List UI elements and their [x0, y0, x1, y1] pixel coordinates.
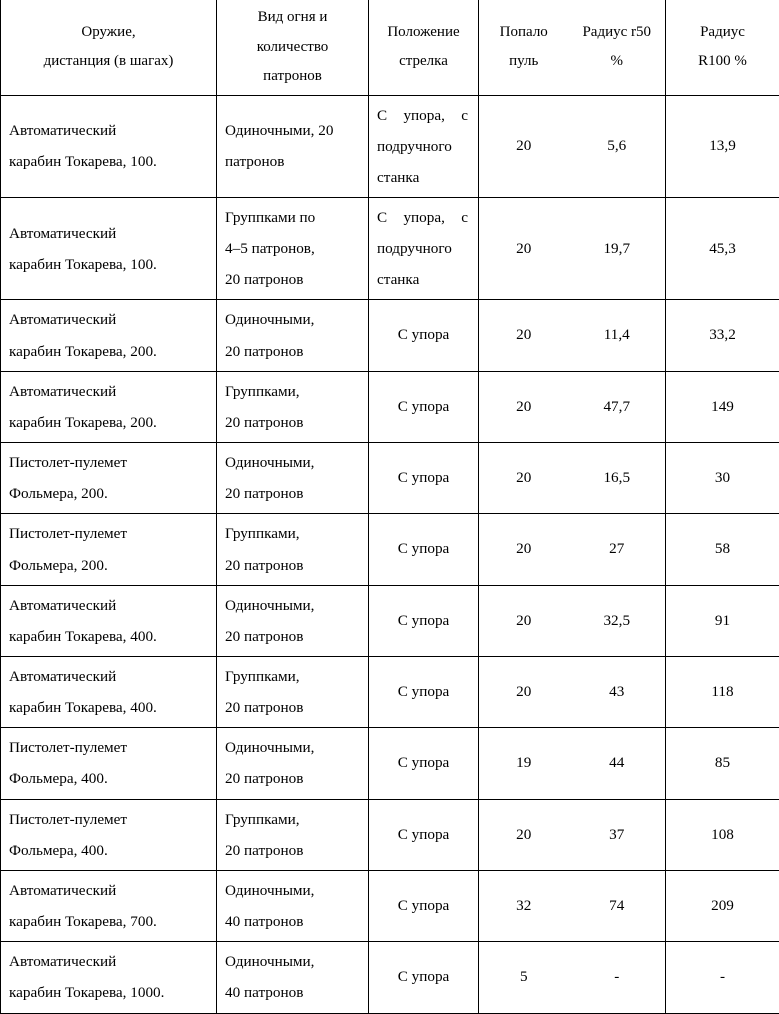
cell-weapon-distance [1, 870, 217, 941]
cell-fire-type [217, 728, 369, 799]
cell-r50 [569, 657, 666, 728]
cell-shooter-position [369, 300, 479, 371]
cell-fire-type [217, 197, 369, 299]
cell-fire-type-line: 20 патронов [225, 407, 362, 438]
cell-r50-value: 43 [569, 676, 666, 708]
cell-fire-type-line: 20 патронов [225, 264, 362, 295]
cell-fire-type [217, 443, 369, 514]
cell-weapon-distance [1, 197, 217, 299]
table-row [1, 371, 779, 442]
cell-weapon-distance-line: Автоматический [9, 946, 210, 977]
cell-hits [479, 942, 569, 1013]
cell-weapon-distance-line: карабин Токарева, 100. [9, 249, 210, 280]
cell-weapon-distance [1, 942, 217, 1013]
cell-fire-type-line: Одиночными, 20 [225, 115, 362, 146]
cell-shooter-position-line: С упора [398, 326, 450, 343]
cell-hits-value: 20 [479, 462, 569, 494]
cell-weapon-distance-line: карабин Токарева, 400. [9, 692, 210, 723]
cell-fire-type [217, 942, 369, 1013]
cell-weapon-distance [1, 443, 217, 514]
cell-r50 [569, 799, 666, 870]
cell-hits-value: 20 [479, 676, 569, 708]
cell-r100-value: - [666, 961, 779, 993]
cell-weapon-distance-line: Автоматический [9, 661, 210, 692]
cell-fire-type-line: Одиночными, [225, 875, 362, 906]
column-header-weapon [1, 0, 217, 95]
cell-r50-value: 5,6 [569, 130, 666, 162]
cell-r100-value: 30 [666, 462, 779, 494]
cell-fire-type-line: 40 патронов [225, 906, 362, 937]
cell-fire-type-line: 20 патронов [225, 621, 362, 652]
table-row [1, 197, 779, 299]
table-row [1, 942, 779, 1013]
cell-weapon-distance-line: Автоматический [9, 590, 210, 621]
cell-fire-type [217, 300, 369, 371]
cell-weapon-distance-line: карабин Токарева, 200. [9, 336, 210, 367]
cell-shooter-position-line: С упора [398, 826, 450, 843]
cell-r100-value: 13,9 [666, 130, 779, 162]
cell-weapon-distance [1, 514, 217, 585]
cell-fire-type-line: 20 патронов [225, 763, 362, 794]
cell-weapon-distance [1, 799, 217, 870]
table-row [1, 657, 779, 728]
cell-shooter-position-line: подручного [377, 131, 468, 162]
cell-r50 [569, 870, 666, 941]
cell-shooter-position-line: С упора [398, 540, 450, 557]
cell-shooter-position-line: С упора, с [377, 100, 468, 131]
table-row [1, 300, 779, 371]
cell-shooter-position [369, 728, 479, 799]
cell-fire-type-line: Группками, [225, 518, 362, 549]
cell-r50-value: 32,5 [569, 605, 666, 637]
cell-shooter-position-line: С упора [398, 612, 450, 629]
cell-r50 [569, 300, 666, 371]
cell-fire-type [217, 371, 369, 442]
cell-r100 [666, 95, 779, 197]
cell-weapon-distance-line: Автоматический [9, 115, 210, 146]
cell-hits [479, 371, 569, 442]
column-header-r50 [569, 0, 666, 95]
cell-hits [479, 95, 569, 197]
cell-shooter-position [369, 942, 479, 1013]
column-header-hits [479, 0, 569, 95]
cell-r100-value: 58 [666, 533, 779, 565]
table-header [1, 0, 779, 95]
cell-r100-value: 45,3 [666, 233, 779, 265]
cell-r50 [569, 942, 666, 1013]
cell-r50-value: 47,7 [569, 391, 666, 423]
cell-weapon-distance-line: Фольмера, 400. [9, 835, 210, 866]
cell-fire-type [217, 870, 369, 941]
cell-shooter-position [369, 443, 479, 514]
cell-weapon-distance-line: Автоматический [9, 304, 210, 335]
cell-fire-type-line: Группками, [225, 804, 362, 835]
cell-r50-value: - [569, 961, 666, 993]
cell-hits [479, 300, 569, 371]
cell-hits [479, 657, 569, 728]
cell-r50 [569, 443, 666, 514]
cell-r50-value: 19,7 [569, 233, 666, 265]
cell-weapon-distance [1, 728, 217, 799]
cell-weapon-distance-line: Пистолет-пулемет [9, 447, 210, 478]
cell-weapon-distance-line: Фольмера, 200. [9, 478, 210, 509]
cell-r50-value: 16,5 [569, 462, 666, 494]
cell-fire-type [217, 514, 369, 585]
cell-r100-value: 91 [666, 605, 779, 637]
cell-r100-value: 85 [666, 747, 779, 779]
cell-fire-type [217, 95, 369, 197]
cell-weapon-distance-line: Автоматический [9, 376, 210, 407]
cell-weapon-distance [1, 371, 217, 442]
cell-hits [479, 443, 569, 514]
cell-r100 [666, 371, 779, 442]
cell-shooter-position [369, 197, 479, 299]
cell-weapon-distance [1, 585, 217, 656]
cell-shooter-position-line: С упора [398, 968, 450, 985]
cell-weapon-distance-line: карабин Токарева, 200. [9, 407, 210, 438]
cell-weapon-distance-line: Автоматический [9, 875, 210, 906]
cell-shooter-position-line: С упора [398, 897, 450, 914]
column-header-shooter-position-line-1: Положение [369, 18, 478, 47]
table-body [1, 95, 779, 1013]
table-row [1, 728, 779, 799]
cell-hits-value: 20 [479, 605, 569, 637]
cell-fire-type-line: Одиночными, [225, 304, 362, 335]
cell-r50-value: 11,4 [569, 319, 666, 351]
cell-r100 [666, 585, 779, 656]
column-header-r100 [666, 0, 779, 95]
cell-fire-type-line: 20 патронов [225, 550, 362, 581]
cell-weapon-distance-line: карабин Токарева, 100. [9, 146, 210, 177]
cell-r100-value: 149 [666, 391, 779, 423]
cell-shooter-position [369, 95, 479, 197]
cell-hits-value: 20 [479, 130, 569, 162]
cell-r100 [666, 799, 779, 870]
cell-fire-type-line: Группками по [225, 202, 362, 233]
cell-fire-type-line: патронов [225, 146, 362, 177]
column-header-fire-type [217, 0, 369, 95]
cell-weapon-distance-line: Пистолет-пулемет [9, 732, 210, 763]
cell-shooter-position-line: станка [377, 162, 468, 193]
cell-weapon-distance [1, 300, 217, 371]
table-row [1, 514, 779, 585]
cell-hits-value: 20 [479, 319, 569, 351]
cell-weapon-distance-line: Фольмера, 200. [9, 550, 210, 581]
cell-r50 [569, 728, 666, 799]
cell-hits [479, 728, 569, 799]
cell-r50 [569, 95, 666, 197]
column-header-r50-line-2: % [569, 47, 666, 76]
cell-hits-value: 20 [479, 819, 569, 851]
table-row [1, 95, 779, 197]
cell-weapon-distance-line: Фольмера, 400. [9, 763, 210, 794]
cell-r100-value: 209 [666, 890, 779, 922]
column-header-r100-line-2: R100 % [666, 47, 779, 76]
cell-r50-value: 27 [569, 533, 666, 565]
cell-r100 [666, 942, 779, 1013]
column-header-shooter-position [369, 0, 479, 95]
cell-shooter-position [369, 371, 479, 442]
cell-hits [479, 585, 569, 656]
cell-weapon-distance-line: карабин Токарева, 700. [9, 906, 210, 937]
cell-fire-type-line: Одиночными, [225, 590, 362, 621]
cell-fire-type [217, 657, 369, 728]
table-row [1, 799, 779, 870]
cell-shooter-position-line: С упора [398, 469, 450, 486]
cell-weapon-distance [1, 95, 217, 197]
cell-shooter-position [369, 585, 479, 656]
cell-weapon-distance-line: карабин Токарева, 1000. [9, 977, 210, 1008]
cell-r100 [666, 197, 779, 299]
column-header-hits-line-1: Попало [479, 18, 569, 47]
cell-shooter-position-line: С упора [398, 754, 450, 771]
cell-shooter-position-line: подручного [377, 233, 468, 264]
cell-r100-value: 108 [666, 819, 779, 851]
cell-fire-type-line: Группками, [225, 661, 362, 692]
cell-r100 [666, 870, 779, 941]
column-header-r100-line-1: Радиус [666, 18, 779, 47]
column-header-shooter-position-line-2: стрелка [369, 47, 478, 76]
column-header-fire-type-line-1: Вид огня и [217, 3, 368, 32]
cell-fire-type [217, 585, 369, 656]
cell-hits [479, 799, 569, 870]
cell-hits-value: 32 [479, 890, 569, 922]
cell-r50 [569, 514, 666, 585]
cell-fire-type [217, 799, 369, 870]
cell-fire-type-line: Одиночными, [225, 732, 362, 763]
cell-r100 [666, 657, 779, 728]
cell-weapon-distance-line: Автоматический [9, 218, 210, 249]
cell-r100 [666, 514, 779, 585]
cell-r50 [569, 585, 666, 656]
cell-fire-type-line: Одиночными, [225, 447, 362, 478]
cell-shooter-position [369, 514, 479, 585]
column-header-weapon-line-1: Оружие, [1, 18, 216, 47]
cell-r100 [666, 300, 779, 371]
cell-r100-value: 33,2 [666, 319, 779, 351]
cell-shooter-position-line: станка [377, 264, 468, 295]
cell-weapon-distance-line: Пистолет-пулемет [9, 804, 210, 835]
cell-weapon-distance-line: карабин Токарева, 400. [9, 621, 210, 652]
cell-weapon-distance [1, 657, 217, 728]
cell-weapon-distance-line: Пистолет-пулемет [9, 518, 210, 549]
table-header-row [1, 0, 779, 95]
cell-fire-type-line: 4–5 патронов, [225, 233, 362, 264]
cell-r100 [666, 728, 779, 799]
cell-hits-value: 20 [479, 233, 569, 265]
cell-r50-value: 44 [569, 747, 666, 779]
cell-hits [479, 514, 569, 585]
cell-r50-value: 37 [569, 819, 666, 851]
cell-hits [479, 197, 569, 299]
cell-fire-type-line: 20 патронов [225, 692, 362, 723]
cell-fire-type-line: 40 патронов [225, 977, 362, 1008]
cell-hits [479, 870, 569, 941]
cell-hits-value: 5 [479, 961, 569, 993]
cell-shooter-position-line: С упора [398, 683, 450, 700]
cell-shooter-position-line: С упора, с [377, 202, 468, 233]
cell-r50-value: 74 [569, 890, 666, 922]
column-header-fire-type-line-3: патронов [217, 62, 368, 91]
cell-hits-value: 19 [479, 747, 569, 779]
cell-r100 [666, 443, 779, 514]
table-row [1, 585, 779, 656]
cell-fire-type-line: Одиночными, [225, 946, 362, 977]
cell-fire-type-line: Группками, [225, 376, 362, 407]
column-header-hits-line-2: пуль [479, 47, 569, 76]
cell-shooter-position-line: С упора [398, 398, 450, 415]
cell-r50 [569, 197, 666, 299]
cell-fire-type-line: 20 патронов [225, 336, 362, 367]
cell-r50 [569, 371, 666, 442]
cell-fire-type-line: 20 патронов [225, 835, 362, 866]
table-row [1, 443, 779, 514]
cell-shooter-position [369, 870, 479, 941]
cell-hits-value: 20 [479, 391, 569, 423]
table-row [1, 870, 779, 941]
cell-fire-type-line: 20 патронов [225, 478, 362, 509]
column-header-weapon-line-2: дистанция (в шагах) [1, 47, 216, 76]
cell-shooter-position [369, 657, 479, 728]
cell-hits-value: 20 [479, 533, 569, 565]
cell-shooter-position [369, 799, 479, 870]
cell-r100-value: 118 [666, 676, 779, 708]
column-header-fire-type-line-2: количество [217, 33, 368, 62]
column-header-r50-line-1: Радиус r50 [569, 18, 666, 47]
